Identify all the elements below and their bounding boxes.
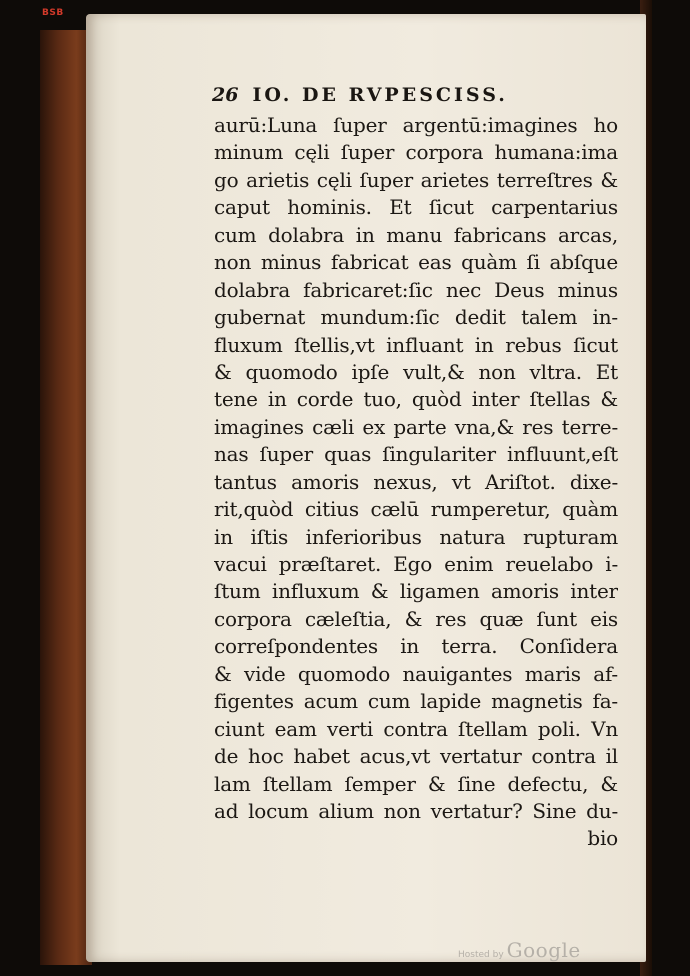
text-line: go arietis cęli ſuper arietes terreſtres & bbox=[214, 167, 618, 192]
text-line: de hoc habet acus,vt vertatur contra il bbox=[214, 744, 618, 769]
text-line: corpora cæleſtia, & res quæ ſunt eis bbox=[214, 606, 618, 631]
text-line: vacui præſtaret. Ego enim reuelabo i- bbox=[214, 552, 618, 576]
text-line: caput hominis. Et ſicut carpentarius bbox=[214, 195, 618, 220]
text-line: tantus amoris nexus, vt Ariſtot. dixe- bbox=[214, 469, 618, 494]
text-line: dolabra fabricaret:ſic nec Deus minus bbox=[214, 277, 618, 302]
text-line: & quomodo ipſe vult,& non vltra. Et bbox=[214, 359, 618, 384]
text-line: minum cęli ſuper corpora humana:ima bbox=[214, 140, 618, 165]
running-header bbox=[212, 84, 508, 106]
text-line: ciunt eam verti contra ſtellam poli. Vn bbox=[214, 716, 618, 741]
text-line: tene in corde tuo, quòd inter ſtellas & bbox=[214, 387, 618, 412]
text-line: cum dolabra in manu fabricans arcas, bbox=[214, 222, 618, 247]
text-line: fluxum ſtellis,vt influant in rebus ſicut bbox=[214, 332, 618, 357]
catchword: bio bbox=[587, 826, 618, 851]
text-line: gubernat mundum:ſic dedit talem in- bbox=[214, 305, 618, 330]
library-tag: BSB bbox=[42, 8, 64, 18]
hosted-by-google-watermark bbox=[458, 938, 581, 962]
google-logo: Google bbox=[506, 938, 581, 962]
running-head-title: IO. DE RVPESCISS. bbox=[252, 84, 508, 106]
text-line: rit,quòd citius cælū rumperetur, quàm bbox=[214, 497, 618, 522]
text-line: in iſtis inferioribus natura rupturam bbox=[214, 524, 618, 549]
watermark-hosted-label: Hosted by bbox=[458, 950, 504, 960]
text-line: correſpondentes in terra. Conſidera bbox=[214, 634, 618, 659]
text-line: ſtum influxum & ligamen amoris inter bbox=[214, 579, 618, 604]
text-line: non minus fabricat eas quàm ſi abſque bbox=[214, 250, 618, 275]
book-fore-edge-left bbox=[40, 30, 92, 965]
text-line: figentes acum cum lapide magnetis fa- bbox=[214, 689, 618, 714]
text-line: nas ſuper quas ſingulariter influunt,eſt bbox=[214, 442, 618, 467]
text-line: lam ſtellam ſemper & ſine defectu, & bbox=[214, 771, 618, 796]
text-line: aurū:Luna ſuper argentū:imagines ho bbox=[214, 113, 618, 137]
body-text bbox=[214, 112, 618, 853]
text-line: ad locum alium non vertatur? Sine du- bbox=[214, 798, 618, 823]
text-line: imagines cæli ex parte vna,& res terre- bbox=[214, 414, 618, 439]
page-number: 26 bbox=[212, 84, 239, 106]
text-line: & vide quomodo nauigantes maris af- bbox=[214, 661, 618, 686]
